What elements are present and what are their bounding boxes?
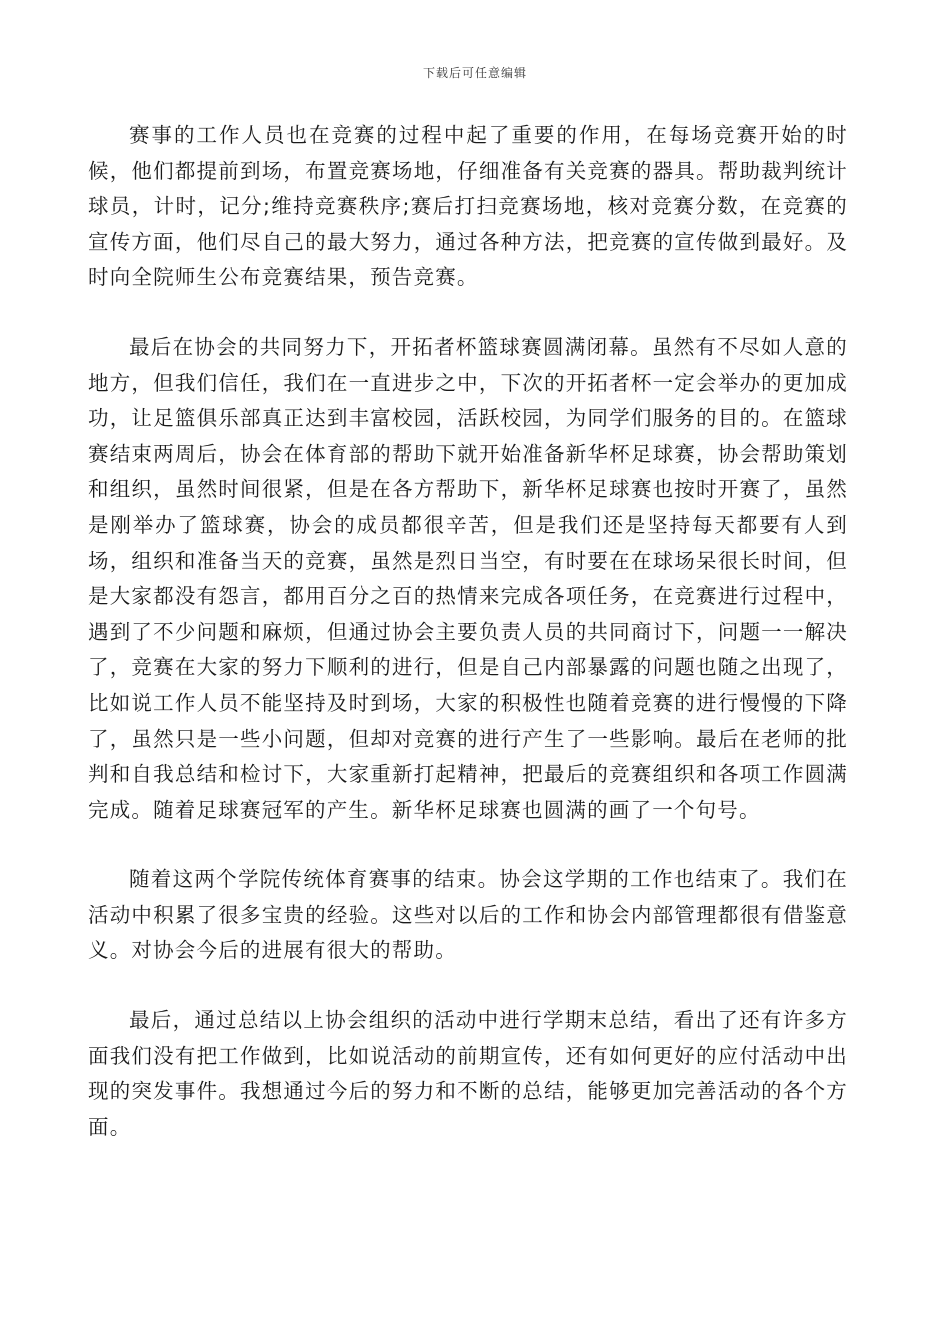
paragraph-staff-role: 赛事的工作人员也在竞赛的过程中起了重要的作用，在每场竞赛开始的时候，他们都提前到场，布置竞赛场地，仔细准备有关竞赛的器具。帮助裁判统计球员，计时，记分;维持竞赛秩序;赛后打扫竞赛场地，核对竞赛分数，在竞赛的宣传方面，他们尽自己的最大努力，通过各种方法，把竞赛的宣传做到最好。及时向全院师生公布竞赛结果，预告竞赛。: [88, 123, 848, 290]
header-note: 下载后可任意编辑: [422, 66, 527, 80]
paragraph-semester-end: 随着这两个学院传统体育赛事的结束。协会这学期的工作也结束了。我们在活动中积累了很多宝贵的经验。这些对以后的工作和协会内部管理都很有借鉴意义。对协会今后的进展有很大的帮助。: [88, 867, 848, 963]
paragraph-competitions-summary: 最后在协会的共同努力下，开拓者杯篮球赛圆满闭幕。虽然有不尽如人意的地方，但我们信任，我们在一直进步之中，下次的开拓者杯一定会举办的更加成功，让足篮俱乐部真正达到丰富校园，活跃校园，为同学们服务的目的。在篮球赛结束两周后，协会在体育部的帮助下就开始准备新华杯足球赛，协会帮助策划和组织，虽然时间很紧，但是在各方帮助下，新华杯足球赛也按时开赛了，虽然是刚举办了篮球赛，协会的成员都很辛苦，但是我们还是坚持每天都要有人到场，组织和准备当天的竞赛，虽然是烈日当空，有时要在在球场呆很长时间，但是大家都没有怨言，都用百分之百的热情来完成各项任务，在竞赛进行过程中，遇到了不少问题和麻烦，但通过协会主要负责人员的共同商讨下，问题一一解决了，竞赛在大家的努力下顺利的进行，但是自己内部暴露的问题也随之出现了，比如说工作人员不能坚持及时到场，大家的积极性也随着竞赛的进行慢慢的下降了，虽然只是一些小问题，但却对竞赛的进行产生了一些影响。最后在老师的批判和自我总结和检讨下，大家重新打起精神，把最后的竞赛组织和各项工作圆满完成。随着足球赛冠军的产生。新华杯足球赛也圆满的画了一个句号。: [88, 334, 848, 822]
paragraph-conclusion: 最后，通过总结以上协会组织的活动中进行学期末总结，看出了还有许多方面我们没有把工作做到，比如说活动的前期宣传，还有如何更好的应付活动中出现的突发事件。我想通过今后的努力和不断的总结，能够更加完善活动的各个方面。: [88, 1008, 848, 1139]
document-body: [88, 118, 848, 1179]
